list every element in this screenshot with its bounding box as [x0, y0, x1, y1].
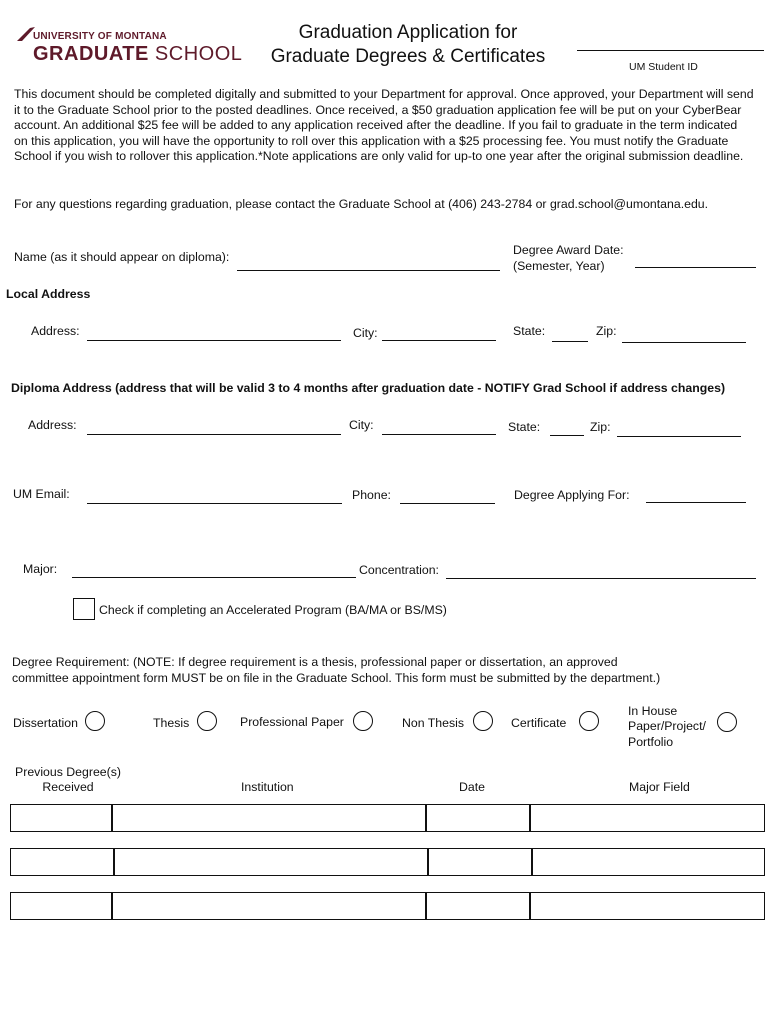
- phone-label: Phone:: [352, 488, 391, 502]
- local-address-label: Address:: [31, 324, 80, 338]
- degree-row3-date-input[interactable]: [426, 892, 530, 920]
- local-address-heading: Local Address: [6, 287, 91, 301]
- degree-row2-institution-input[interactable]: [114, 848, 428, 876]
- local-city-input[interactable]: [382, 340, 496, 341]
- logo-graduate-word: GRADUATE: [33, 43, 149, 65]
- previous-degree-header-line2: Received: [42, 780, 94, 794]
- degree-row3-degree-input[interactable]: [10, 892, 112, 920]
- thesis-radio[interactable]: [197, 711, 217, 731]
- logo-university-text: UNIVERSITY OF MONTANA: [33, 31, 167, 42]
- logo-graduate-school: [33, 43, 242, 66]
- in-house-label-line2: Paper/Project/: [628, 719, 706, 733]
- degree-row1-date-input[interactable]: [426, 804, 530, 832]
- concentration-label: Concentration:: [359, 563, 439, 577]
- institution-header: Institution: [241, 780, 294, 794]
- diploma-zip-label: Zip:: [590, 420, 611, 434]
- email-input[interactable]: [87, 503, 342, 504]
- degree-row1-degree-input[interactable]: [10, 804, 112, 832]
- accelerated-program-checkbox[interactable]: [73, 598, 95, 620]
- email-label: UM Email:: [13, 487, 70, 501]
- degree-row3-institution-input[interactable]: [112, 892, 426, 920]
- degree-applying-label: Degree Applying For:: [514, 488, 630, 502]
- degree-award-date-input[interactable]: [635, 267, 756, 268]
- date-header: Date: [459, 780, 485, 794]
- degree-requirement-note-line1: Degree Requirement: (NOTE: If degree requirement is a thesis, professional paper or dissertation, an approved: [12, 655, 618, 669]
- certificate-label: Certificate: [511, 716, 567, 730]
- accelerated-program-label: Check if completing an Accelerated Program (BA/MA or BS/MS): [99, 603, 447, 617]
- name-label: Name (as it should appear on diploma):: [14, 250, 230, 264]
- professional-paper-radio[interactable]: [353, 711, 373, 731]
- phone-input[interactable]: [400, 503, 495, 504]
- logo-school-word: SCHOOL: [148, 43, 243, 65]
- major-field-header: Major Field: [629, 780, 690, 794]
- diploma-state-input[interactable]: [550, 435, 584, 436]
- student-id-label: UM Student ID: [629, 61, 698, 73]
- local-state-label: State:: [513, 324, 546, 338]
- degree-row1-institution-input[interactable]: [112, 804, 426, 832]
- contact-info-paragraph: For any questions regarding graduation, please contact the Graduate School at (406) 243-2784 or grad.school@umontana.edu.: [14, 197, 709, 211]
- major-input[interactable]: [72, 577, 356, 578]
- major-label: Major:: [23, 562, 58, 576]
- diploma-zip-input[interactable]: [617, 436, 741, 437]
- degree-row2-major-input[interactable]: [532, 848, 765, 876]
- thesis-label: Thesis: [153, 716, 190, 730]
- student-id-input[interactable]: [577, 50, 764, 51]
- dissertation-label: Dissertation: [13, 716, 78, 730]
- degree-award-label-line2: (Semester, Year): [513, 259, 605, 273]
- intro-paragraph: This document should be completed digitally and submitted to your Department for approval. Once approved, your Department will send it to the Graduate School prior to the posted deadlines. Once received, a $50 graduation application fee will be put on your CyberBear account. An additional $25 fee will be added to any application received after the deadline. If you fail to graduate in the term indicated on this application, you will have the opportunity to roll over this application with a $25 processing fee. You must notify the Graduate School if you wish to rollover this application.*Note applications are only valid for up-to one year after the original submission deadline.: [14, 87, 754, 164]
- form-title-line1: Graduation Application for: [298, 22, 518, 43]
- concentration-input[interactable]: [446, 578, 756, 579]
- previous-degree-header-line1: Previous Degree(s): [15, 765, 121, 779]
- diploma-address-label: Address:: [28, 418, 77, 432]
- local-zip-input[interactable]: [622, 342, 746, 343]
- local-zip-label: Zip:: [596, 324, 617, 338]
- in-house-label-line1: In House: [628, 704, 678, 718]
- certificate-radio[interactable]: [579, 711, 599, 731]
- local-state-input[interactable]: [552, 341, 588, 342]
- degree-row1-major-input[interactable]: [530, 804, 765, 832]
- degree-award-label-line1: Degree Award Date:: [513, 243, 624, 257]
- degree-row2-date-input[interactable]: [428, 848, 532, 876]
- dissertation-radio[interactable]: [85, 711, 105, 731]
- diploma-address-input[interactable]: [87, 434, 341, 435]
- diploma-address-heading: Diploma Address (address that will be valid 3 to 4 months after graduation date - NOTIFY Grad School if address changes): [11, 381, 726, 395]
- degree-row2-degree-input[interactable]: [10, 848, 114, 876]
- degree-requirement-note-line2: committee appointment form MUST be on file in the Graduate School. This form must be submitted by the department.): [12, 671, 661, 685]
- local-address-input[interactable]: [87, 340, 341, 341]
- diploma-city-label: City:: [349, 418, 374, 432]
- degree-row3-major-input[interactable]: [530, 892, 765, 920]
- in-house-label-line3: Portfolio: [628, 735, 674, 749]
- non-thesis-radio[interactable]: [473, 711, 493, 731]
- degree-applying-input[interactable]: [646, 502, 746, 503]
- name-input[interactable]: [237, 270, 500, 271]
- in-house-radio[interactable]: [717, 712, 737, 732]
- non-thesis-label: Non Thesis: [402, 716, 464, 730]
- form-title-line2: Graduate Degrees & Certificates: [270, 46, 546, 67]
- local-city-label: City:: [353, 326, 378, 340]
- professional-paper-label: Professional Paper: [240, 715, 344, 729]
- diploma-state-label: State:: [508, 420, 541, 434]
- diploma-city-input[interactable]: [382, 434, 496, 435]
